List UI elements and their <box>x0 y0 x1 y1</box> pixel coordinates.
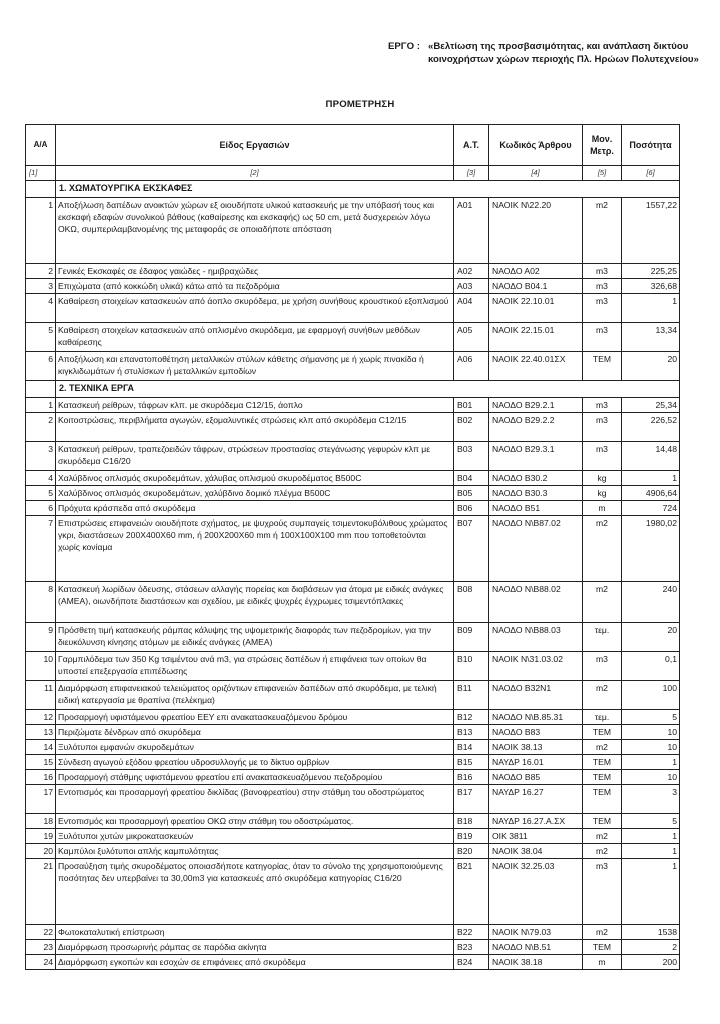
table-body <box>26 181 680 970</box>
item-quantity: 225,25 <box>622 264 680 279</box>
item-article-code: ΝΑΥΔΡ 16.27.Α.ΣΧ <box>489 814 583 829</box>
item-at-code: B16 <box>454 770 489 785</box>
item-article-code: ΝΑΟΔΟ Ν\Β.51 <box>489 940 583 955</box>
item-at-code: B02 <box>454 413 489 442</box>
item-quantity: 1 <box>622 859 680 925</box>
item-at-code: B04 <box>454 471 489 486</box>
item-description: Πρόσθετη τιμή κατασκευής ράμπας κάλυψης της υψομετρικής διαφοράς των πεζοδρομίων, για την διευκόλυνση κίνησης ατόμων με ειδικές ανάγκες (ΑΜΕΑ) <box>56 623 454 652</box>
item-number: 7 <box>26 516 56 582</box>
item-number: 13 <box>26 725 56 740</box>
item-quantity: 1 <box>622 829 680 844</box>
header-description: Είδος Εργασιών <box>56 125 454 166</box>
table-row <box>26 740 680 755</box>
item-number: 2 <box>26 413 56 442</box>
item-description: Αποξήλωση και επανατοποθέτηση μεταλλικών στύλων κάθετης σήμανσης με ή χωρίς πινακίδα ή κιγκλιδωμάτων ή στυλίσκων ή μεταλλικών εμποδίων <box>56 352 454 381</box>
item-quantity: 1 <box>622 294 680 323</box>
bill-of-quantities-table <box>25 124 680 970</box>
item-unit: m2 <box>583 740 622 755</box>
column-number-row <box>26 166 680 181</box>
item-number: 1 <box>26 198 56 264</box>
item-description: Καθαίρεση στοιχείων κατασκευών από άοπλο σκυρόδεμα, με χρήση συνήθους κρουστικού εξοπλισμού <box>56 294 454 323</box>
item-quantity: 1557,22 <box>622 198 680 264</box>
item-article-code: ΝΑΟΙΚ 22.40.01ΣΧ <box>489 352 583 381</box>
column-number: [4] <box>489 166 583 181</box>
item-number: 15 <box>26 755 56 770</box>
table-row <box>26 279 680 294</box>
table-row <box>26 829 680 844</box>
item-unit: kg <box>583 486 622 501</box>
item-unit: m3 <box>583 652 622 681</box>
item-number: 20 <box>26 844 56 859</box>
table-row <box>26 785 680 814</box>
column-number: [3] <box>454 166 489 181</box>
item-quantity: 1 <box>622 755 680 770</box>
item-description: Πρόχυτα κράσπεδα από σκυρόδεμα <box>56 501 454 516</box>
item-at-code: B21 <box>454 859 489 925</box>
item-number: 19 <box>26 829 56 844</box>
item-description: Προσαρμογή υφιστάμενου φρεατίου ΕΕΥ επι ανακατασκευαζόμενου δρόμου <box>56 710 454 725</box>
item-description: Γενικές Εκσκαφές σε έδαφος γαιώδες - ημιβραχώδες <box>56 264 454 279</box>
item-unit: m2 <box>583 198 622 264</box>
item-at-code: A01 <box>454 198 489 264</box>
item-unit: m2 <box>583 582 622 623</box>
item-quantity: 1538 <box>622 925 680 940</box>
item-article-code: ΝΑΟΔΟ Β29.2.1 <box>489 398 583 413</box>
item-article-code: ΝΑΟΙΚ 38.04 <box>489 844 583 859</box>
item-quantity: 13,34 <box>622 323 680 352</box>
item-number: 2 <box>26 264 56 279</box>
column-number: [5] <box>583 166 622 181</box>
item-article-code: ΝΑΟΔΟ Β30.3 <box>489 486 583 501</box>
item-unit: ΤΕΜ <box>583 725 622 740</box>
header-article-code: Κωδικός Άρθρου <box>489 125 583 166</box>
item-at-code: B10 <box>454 652 489 681</box>
project-title: «Βελτίωση της προσβασιμότητας, και ανάπλαση δικτύου κοινοχρήστων χώρων περιοχής Πλ. Ηρώων Πολυτεχνείου» <box>428 41 699 65</box>
item-unit: ΤΕΜ <box>583 940 622 955</box>
item-unit: m <box>583 501 622 516</box>
item-article-code: ΝΑΟΔΟ Β29.2.2 <box>489 413 583 442</box>
item-article-code: ΝΑΟΔΟ Α02 <box>489 264 583 279</box>
table-row <box>26 770 680 785</box>
item-article-code: ΝΑΟΔΟ Ν\Β.85.31 <box>489 710 583 725</box>
table-row <box>26 501 680 516</box>
item-at-code: A05 <box>454 323 489 352</box>
item-description: Σύνδεση αγωγού εξόδου φρεατίου υδροσυλλογής με το δίκτυο ομβρίων <box>56 755 454 770</box>
item-unit: m3 <box>583 264 622 279</box>
item-quantity: 25,34 <box>622 398 680 413</box>
item-quantity: 20 <box>622 352 680 381</box>
item-unit: ΤΕΜ <box>583 755 622 770</box>
item-description: Γαρμπιλόδεμα των 350 Kg τσιμέντου ανά m3, για στρώσεις δαπέδων ή επιφάνεια των οποίων θα υποστεί επεξεργασία επιπέδωσης <box>56 652 454 681</box>
header-at: Α.Τ. <box>454 125 489 166</box>
table-row <box>26 516 680 582</box>
table-row <box>26 413 680 442</box>
item-article-code: ΝΑΟΙΚ Ν\31.03.02 <box>489 652 583 681</box>
item-number: 16 <box>26 770 56 785</box>
item-unit: m3 <box>583 279 622 294</box>
table-row <box>26 198 680 264</box>
header-row <box>26 125 680 166</box>
item-unit: m2 <box>583 516 622 582</box>
item-number: 6 <box>26 352 56 381</box>
item-quantity: 10 <box>622 770 680 785</box>
item-article-code: ΝΑΟΔΟ Β04.1 <box>489 279 583 294</box>
item-description: Καθαίρεση στοιχείων κατασκευών από οπλισμένο σκυρόδεμα, με εφαρμογή συνήθων μεθόδων καθαίρεσης <box>56 323 454 352</box>
table-row <box>26 925 680 940</box>
item-description: Προσαύξηση τιμής σκυροδέματος οποιασδήποτε κατηγορίας, όταν το σύνολο της χρησιμοποιούμενης ποσότητας δεν υπερβαίνει τα 30,00m3 για κατασκευές από σκυρόδεμα κατηγορίας C16/20 <box>56 859 454 925</box>
item-unit: ΤΕΜ <box>583 770 622 785</box>
table-row <box>26 652 680 681</box>
item-at-code: B23 <box>454 940 489 955</box>
item-article-code: ΝΑΟΔΟ Ν\Β87.02 <box>489 516 583 582</box>
item-description: Επιχώματα (από κοκκώδη υλικά) κάτω από τα πεζοδρόμια <box>56 279 454 294</box>
table-row <box>26 955 680 970</box>
item-number: 9 <box>26 623 56 652</box>
table-row <box>26 725 680 740</box>
item-description: Κατασκευή λωρίδων όδευσης, στάσεων αλλαγής πορείας και διαβάσεων για άτομα με ειδικές ανάγκες (ΑΜΕΑ), οιωνδήποτε διαστάσεων και σχεδίου, με ειδικές ψυχρές έγχρωμες τσιμεντόπλακες <box>56 582 454 623</box>
item-description: Εντοπισμός και προσαρμογή φρεατίου ΟΚΩ στην στάθμη του οδοστρώματος. <box>56 814 454 829</box>
item-description: Χαλύβδινος οπλισμός σκυροδεμάτων, χάλυβας οπλισμού σκυροδέματος B500C <box>56 471 454 486</box>
item-quantity: 2 <box>622 940 680 955</box>
table-row <box>26 264 680 279</box>
item-at-code: B01 <box>454 398 489 413</box>
item-number: 4 <box>26 294 56 323</box>
item-quantity: 0,1 <box>622 652 680 681</box>
item-quantity: 10 <box>622 740 680 755</box>
table-row <box>26 940 680 955</box>
column-number: [1] <box>26 166 56 181</box>
item-at-code: B14 <box>454 740 489 755</box>
item-article-code: ΝΑΟΙΚ 32.25.03 <box>489 859 583 925</box>
item-description: Περιζώματε δένδρων από σκυρόδεμα <box>56 725 454 740</box>
item-article-code: ΝΑΟΔΟ Ν\Β88.02 <box>489 582 583 623</box>
item-number: 23 <box>26 940 56 955</box>
item-number: 11 <box>26 681 56 710</box>
item-description: Διαμόρφωση επιφανειακού τελειώματος οριζόντιων επιφανειών δαπέδων από σκυρόδεμα, με τελική ειδική κατεργασία με θραπίνα (πελέκημα) <box>56 681 454 710</box>
item-unit: ΤΕΜ <box>583 814 622 829</box>
item-number: 10 <box>26 652 56 681</box>
item-article-code: ΝΑΟΙΚ Ν\22.20 <box>489 198 583 264</box>
item-quantity: 724 <box>622 501 680 516</box>
item-at-code: B15 <box>454 755 489 770</box>
item-quantity: 1 <box>622 844 680 859</box>
item-article-code: ΝΑΟΔΟ Ν\Β88.03 <box>489 623 583 652</box>
item-at-code: B03 <box>454 442 489 471</box>
item-at-code: B22 <box>454 925 489 940</box>
item-at-code: B13 <box>454 725 489 740</box>
item-unit: m3 <box>583 398 622 413</box>
item-description: Χαλύβδινος οπλισμός σκυροδεμάτων, χαλύβδινο δομικό πλέγμα B500C <box>56 486 454 501</box>
item-at-code: B08 <box>454 582 489 623</box>
item-article-code: ΝΑΟΙΚ Ν\79.03 <box>489 925 583 940</box>
table-row <box>26 710 680 725</box>
item-description: Ξυλότυποι χυτών μικροκατασκευών <box>56 829 454 844</box>
item-quantity: 226,52 <box>622 413 680 442</box>
item-description: Αποξήλωση δαπέδων ανοικτών χώρων εξ οιουδήποτε υλικού κατασκευής με την υπόβασή τους και εκσκαφή εδαφών συνολικού βάθους (καθαίρεσης και εκσκαφής) ως 50 cm, μετά δυσχερειών λόγω ΟΚΩ, συμπεριλαμβανομένης της μεταφοράς σε οποιαδήποτε απόσταση <box>56 198 454 264</box>
item-number: 17 <box>26 785 56 814</box>
item-quantity: 14,48 <box>622 442 680 471</box>
item-number: 8 <box>26 582 56 623</box>
item-article-code: ΝΑΟΔΟ Β83 <box>489 725 583 740</box>
item-number: 1 <box>26 398 56 413</box>
item-unit: m3 <box>583 413 622 442</box>
item-unit: m2 <box>583 925 622 940</box>
table-row <box>26 323 680 352</box>
item-unit: m3 <box>583 294 622 323</box>
table-row <box>26 814 680 829</box>
item-description: Επιστρώσεις επιφανειών οιουδήποτε σχήματος, με ψυχρούς συμπαγείς τσιμεντοκυβόλιθους χρώματος γκρι, διαστάσεων 200Χ400Χ60 mm, ή 200Χ200Χ60 mm ή 100Χ100Χ100 mm που τοποθετούνται χωρίς κονίαμα <box>56 516 454 582</box>
item-quantity: 5 <box>622 814 680 829</box>
item-description: Φωτοκαταλυτική επίστρωση <box>56 925 454 940</box>
item-article-code: ΝΑΟΔΟ Β30.2 <box>489 471 583 486</box>
item-unit: m2 <box>583 681 622 710</box>
item-quantity: 240 <box>622 582 680 623</box>
header-aa: Α/Α <box>26 125 56 166</box>
item-number: 21 <box>26 859 56 925</box>
item-quantity: 3 <box>622 785 680 814</box>
item-unit: τεμ. <box>583 710 622 725</box>
column-number: [2] <box>56 166 454 181</box>
item-at-code: A04 <box>454 294 489 323</box>
table-row <box>26 486 680 501</box>
section-number-cell <box>26 181 56 198</box>
project-label: ΕΡΓΟ : <box>388 41 420 52</box>
item-description: Διαμόρφωση προσωρινής ράμπας σε παρόδια ακίνητα <box>56 940 454 955</box>
item-article-code: ΝΑΥΔΡ 16.27 <box>489 785 583 814</box>
item-number: 5 <box>26 323 56 352</box>
item-article-code: ΝΑΟΔΟ Β29.3.1 <box>489 442 583 471</box>
section-number-cell <box>26 381 56 398</box>
item-description: Εντοπισμός και προσαρμογή φρεατίου δικλίδας (βανοφρεατίου) στην στάθμη του οδοστρώματος <box>56 785 454 814</box>
item-description: Κατασκευή ρείθρων, τραπεζοειδών τάφρων, στρώσεων προστασίας στεγάνωσης γεφυρών κλπ με σκυρόδεμα C16/20 <box>56 442 454 471</box>
item-quantity: 1980,02 <box>622 516 680 582</box>
item-at-code: B09 <box>454 623 489 652</box>
table-row <box>26 623 680 652</box>
item-description: Κοιτοστρώσεις, περιβλήματα αγωγών, εξομαλυντικές στρώσεις κλπ από σκυρόδεμα C12/15 <box>56 413 454 442</box>
item-number: 3 <box>26 279 56 294</box>
item-unit: m3 <box>583 859 622 925</box>
table-row <box>26 755 680 770</box>
section-title: 2. ΤΕΧΝΙΚΑ ΕΡΓΑ <box>56 381 680 398</box>
item-quantity: 20 <box>622 623 680 652</box>
item-unit: kg <box>583 471 622 486</box>
item-at-code: B05 <box>454 486 489 501</box>
item-at-code: B19 <box>454 829 489 844</box>
item-article-code: ΟΙΚ 3811 <box>489 829 583 844</box>
item-at-code: B12 <box>454 710 489 725</box>
item-number: 4 <box>26 471 56 486</box>
item-at-code: B20 <box>454 844 489 859</box>
item-number: 18 <box>26 814 56 829</box>
item-unit: τεμ. <box>583 623 622 652</box>
item-quantity: 1 <box>622 471 680 486</box>
table-row <box>26 352 680 381</box>
item-unit: m2 <box>583 844 622 859</box>
item-number: 14 <box>26 740 56 755</box>
item-article-code: ΝΑΥΔΡ 16.01 <box>489 755 583 770</box>
item-description: Διαμόρφωση εγκοπών και εσοχών σε επιφάνειες από σκυρόδεμα <box>56 955 454 970</box>
table-row <box>26 398 680 413</box>
item-article-code: ΝΑΟΙΚ 22.10.01 <box>489 294 583 323</box>
item-at-code: A02 <box>454 264 489 279</box>
item-at-code: B06 <box>454 501 489 516</box>
document-title: ΠΡΟΜΕΤΡΗΣΗ <box>325 99 395 110</box>
item-at-code: B17 <box>454 785 489 814</box>
item-number: 3 <box>26 442 56 471</box>
item-at-code: B07 <box>454 516 489 582</box>
item-description: Ξυλότυποι εμφανών σκυροδεμάτων <box>56 740 454 755</box>
header-unit: Μον. Μετρ. <box>583 125 622 166</box>
column-number: [6] <box>622 166 680 181</box>
item-number: 22 <box>26 925 56 940</box>
item-number: 6 <box>26 501 56 516</box>
section-header-row <box>26 381 680 398</box>
item-description: Καμπύλοι ξυλότυποι απλής καμπυλότητας <box>56 844 454 859</box>
table-row <box>26 681 680 710</box>
section-header-row <box>26 181 680 198</box>
item-quantity: 10 <box>622 725 680 740</box>
table-row <box>26 471 680 486</box>
item-at-code: B24 <box>454 955 489 970</box>
table-row <box>26 844 680 859</box>
item-at-code: B18 <box>454 814 489 829</box>
item-number: 5 <box>26 486 56 501</box>
header-quantity: Ποσότητα <box>622 125 680 166</box>
table-row <box>26 582 680 623</box>
item-quantity: 200 <box>622 955 680 970</box>
item-at-code: A06 <box>454 352 489 381</box>
item-unit: m3 <box>583 323 622 352</box>
item-unit: ΤΕΜ <box>583 352 622 381</box>
table-row <box>26 442 680 471</box>
item-article-code: ΝΑΟΔΟ Β85 <box>489 770 583 785</box>
item-quantity: 326,68 <box>622 279 680 294</box>
table-row <box>26 859 680 925</box>
item-quantity: 4906,64 <box>622 486 680 501</box>
item-number: 12 <box>26 710 56 725</box>
item-unit: m3 <box>583 442 622 471</box>
item-article-code: ΝΑΟΙΚ 38.18 <box>489 955 583 970</box>
item-quantity: 5 <box>622 710 680 725</box>
item-quantity: 100 <box>622 681 680 710</box>
item-article-code: ΝΑΟΙΚ 38.13 <box>489 740 583 755</box>
item-at-code: B11 <box>454 681 489 710</box>
item-unit: m <box>583 955 622 970</box>
item-description: Κατασκευή ρείθρων, τάφρων κλπ. με σκυρόδεμα C12/15, άοπλο <box>56 398 454 413</box>
item-article-code: ΝΑΟΙΚ 22.15.01 <box>489 323 583 352</box>
item-unit: ΤΕΜ <box>583 785 622 814</box>
item-number: 24 <box>26 955 56 970</box>
item-description: Προσαρμογή στάθμης υφιστάμενου φρεατίου επί ανακατασκευαζόμενου πεζοδρομίου <box>56 770 454 785</box>
item-unit: m2 <box>583 829 622 844</box>
item-at-code: A03 <box>454 279 489 294</box>
section-title: 1. ΧΩΜΑΤΟΥΡΓΙΚΑ ΕΚΣΚΑΦΕΣ <box>56 181 680 198</box>
table-row <box>26 294 680 323</box>
item-article-code: ΝΑΟΔΟ Β32Ν1 <box>489 681 583 710</box>
item-article-code: ΝΑΟΔΟ Β51 <box>489 501 583 516</box>
